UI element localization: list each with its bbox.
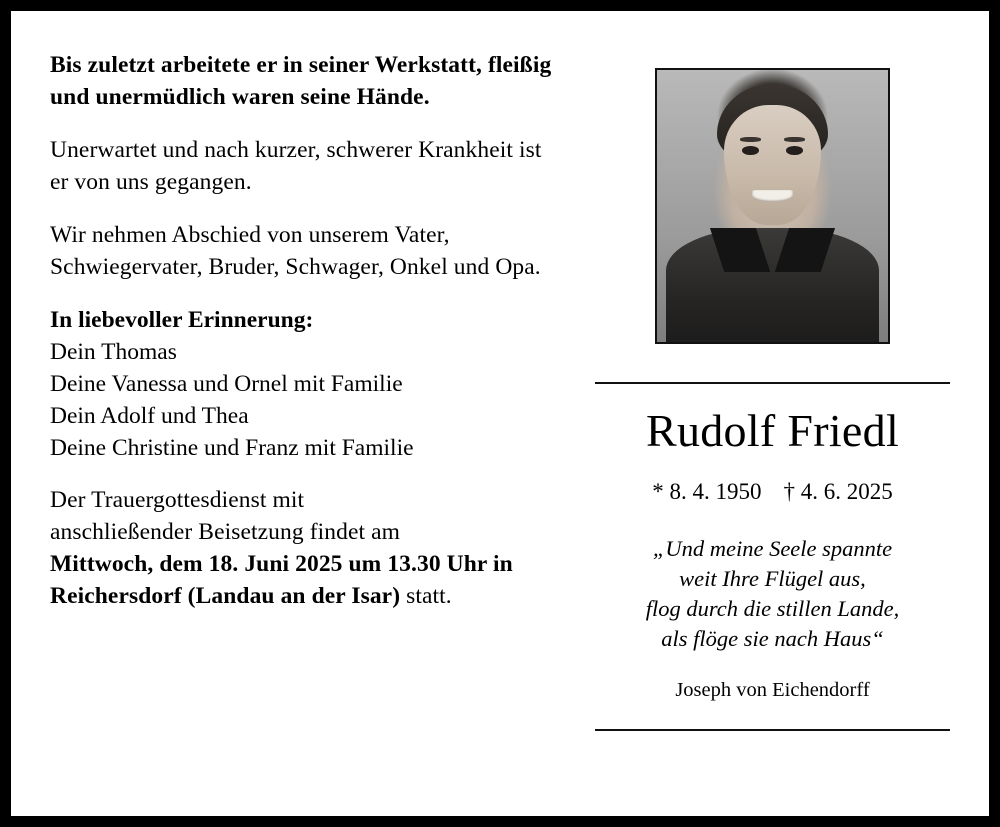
portrait-face <box>724 105 821 225</box>
divider-top <box>595 382 950 384</box>
right-portrait-column <box>556 11 989 816</box>
memory-heading: In liebevoller Erinnerung: <box>50 306 314 333</box>
mourner-item: Deine Christine und Franz mit Familie <box>50 434 414 461</box>
verse-line: „Und meine Seele spannte <box>652 535 893 561</box>
portrait-eye-left <box>742 146 758 155</box>
service-line-1: Der Trauergottesdienst mit <box>50 487 305 514</box>
life-dates <box>652 479 893 505</box>
verse-quote <box>646 534 900 655</box>
birth-date: * 8. 4. 1950 <box>652 478 762 504</box>
portrait-image <box>657 70 888 342</box>
portrait-eye-right <box>786 146 802 155</box>
mourner-item: Dein Thomas <box>50 338 177 365</box>
verse-line: als flöge sie nach Haus“ <box>661 626 884 652</box>
service-suffix: statt. <box>400 583 452 610</box>
left-text-column <box>11 11 556 816</box>
mourner-item: Deine Vanessa und Ornel mit Familie <box>50 370 403 397</box>
verse-author: Joseph von Eichendorff <box>675 679 870 702</box>
deceased-name: Rudolf Friedl <box>645 405 900 456</box>
service-line-2: anschließender Beisetzung findet am <box>50 519 400 546</box>
service-datetime: Mittwoch, dem 18. Juni 2025 um 13.30 Uhr in Reichersdorf (Landau an der Isar) <box>50 551 513 610</box>
service-details <box>50 485 556 613</box>
portrait-photo <box>655 68 890 344</box>
intro-paragraph: Bis zuletzt arbeitete er in seiner Werkstatt, fleißig und unermüdlich waren seine Hände. <box>50 52 552 110</box>
paragraph-three: Wir nehmen Abschied von unserem Vater, Schwiegervater, Bruder, Schwager, Onkel und Opa. <box>50 221 541 280</box>
portrait-brow-right <box>784 137 805 142</box>
divider-bottom <box>595 729 950 731</box>
verse-line: flog durch die stillen Lande, <box>645 595 900 621</box>
paragraph-two: Unerwartet und nach kurzer, schwerer Krankheit ist er von uns gegangen. <box>50 136 542 195</box>
notice-columns <box>11 11 989 816</box>
portrait-brow-left <box>740 137 761 142</box>
death-date: † 4. 6. 2025 <box>783 478 893 504</box>
portrait-torso <box>666 228 879 344</box>
verse-line: weit Ihre Flügel aus, <box>679 565 866 591</box>
obituary-notice <box>11 11 989 816</box>
mourners-block <box>50 305 556 465</box>
mourner-item: Dein Adolf und Thea <box>50 402 249 429</box>
portrait-mouth <box>752 190 794 202</box>
